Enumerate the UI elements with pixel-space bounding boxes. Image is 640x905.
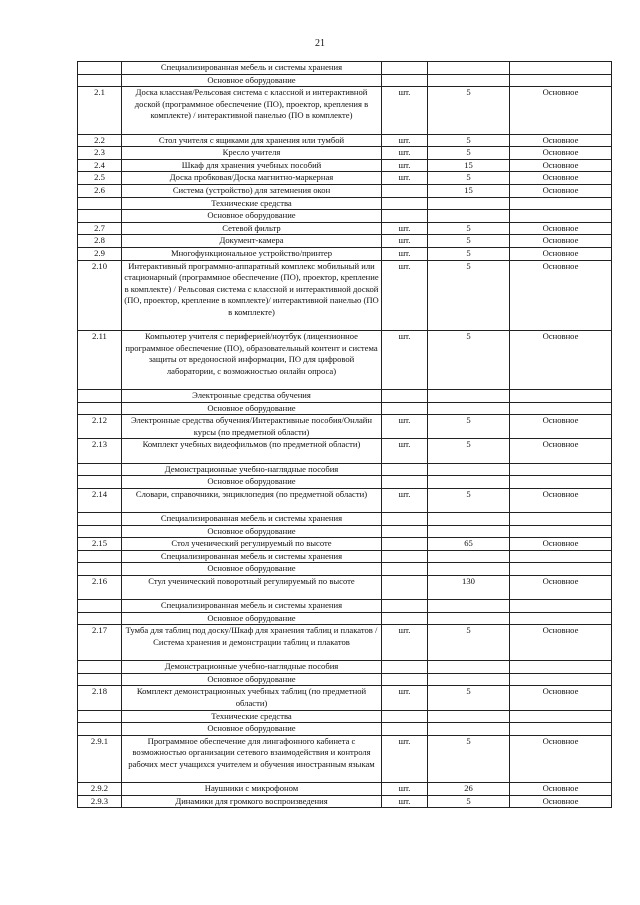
unit-cell: шт. — [382, 783, 428, 796]
section-type-cell — [510, 476, 612, 489]
row-number: 2.1 — [78, 87, 122, 134]
row-number: 2.10 — [78, 260, 122, 331]
section-unit-cell — [382, 710, 428, 723]
item-name: Тумба для таблиц под доску/Шкаф для хранения таблиц и плакатов / Система хранения и демонстрации таблиц и плакатов — [122, 625, 382, 661]
type-cell: Основное — [510, 147, 612, 160]
unit-cell: шт. — [382, 415, 428, 439]
section-qty-cell — [428, 513, 510, 526]
row-number: 2.15 — [78, 538, 122, 551]
row-number: 2.11 — [78, 331, 122, 390]
section-row — [78, 600, 612, 613]
section-qty-cell — [428, 612, 510, 625]
section-type-cell — [510, 673, 612, 686]
section-title: Основное оборудование — [122, 402, 382, 415]
section-row — [78, 402, 612, 415]
section-num-cell — [78, 612, 122, 625]
table-row — [78, 235, 612, 248]
section-num-cell — [78, 197, 122, 210]
unit-cell: шт. — [382, 247, 428, 260]
quantity-cell: 5 — [428, 488, 510, 512]
type-cell: Основное — [510, 235, 612, 248]
quantity-cell: 26 — [428, 783, 510, 796]
quantity-cell: 5 — [428, 147, 510, 160]
quantity-cell: 5 — [428, 625, 510, 661]
section-qty-cell — [428, 723, 510, 736]
item-name: Наушники с микрофоном — [122, 783, 382, 796]
section-num-cell — [78, 476, 122, 489]
table-row — [78, 159, 612, 172]
item-name: Система (устройство) для затемнения окон — [122, 184, 382, 197]
unit-cell: шт. — [382, 87, 428, 134]
row-number: 2.3 — [78, 147, 122, 160]
table-row — [78, 184, 612, 197]
row-number: 2.5 — [78, 172, 122, 185]
unit-cell: шт. — [382, 625, 428, 661]
section-qty-cell — [428, 600, 510, 613]
section-row — [78, 723, 612, 736]
table-row — [78, 538, 612, 551]
section-row — [78, 463, 612, 476]
item-name: Стул ученический поворотный регулируемый по высоте — [122, 576, 382, 600]
section-unit-cell — [382, 513, 428, 526]
table-row — [78, 488, 612, 512]
section-title: Демонстрационные учебно-наглядные пособия — [122, 463, 382, 476]
section-num-cell — [78, 723, 122, 736]
item-name: Многофункциональное устройство/принтер — [122, 247, 382, 260]
item-name: Комплект учебных видеофильмов (по предметной области) — [122, 439, 382, 463]
section-type-cell — [510, 402, 612, 415]
section-type-cell — [510, 525, 612, 538]
row-number: 2.8 — [78, 235, 122, 248]
type-cell: Основное — [510, 331, 612, 390]
row-number: 2.9.3 — [78, 795, 122, 808]
type-cell: Основное — [510, 87, 612, 134]
item-name: Стол ученический регулируемый по высоте — [122, 538, 382, 551]
section-unit-cell — [382, 612, 428, 625]
section-unit-cell — [382, 661, 428, 674]
quantity-cell: 5 — [428, 686, 510, 710]
row-number: 2.6 — [78, 184, 122, 197]
section-row — [78, 661, 612, 674]
section-title: Технические средства — [122, 197, 382, 210]
item-name: Доска классная/Рельсовая система с классной и интерактивной доской (программное обеспечение (ПО), проектор, крепления в комплекте) / интерактивной панелью (ПО в комплекте) — [122, 87, 382, 134]
table-row — [78, 415, 612, 439]
section-qty-cell — [428, 210, 510, 223]
type-cell: Основное — [510, 247, 612, 260]
quantity-cell: 5 — [428, 134, 510, 147]
quantity-cell: 15 — [428, 184, 510, 197]
section-qty-cell — [428, 710, 510, 723]
table-row — [78, 439, 612, 463]
section-type-cell — [510, 197, 612, 210]
unit-cell: шт. — [382, 147, 428, 160]
unit-cell: шт. — [382, 686, 428, 710]
row-number: 2.16 — [78, 576, 122, 600]
type-cell: Основное — [510, 488, 612, 512]
table-row — [78, 172, 612, 185]
unit-cell: шт. — [382, 222, 428, 235]
section-qty-cell — [428, 62, 510, 75]
section-num-cell — [78, 402, 122, 415]
type-cell: Основное — [510, 172, 612, 185]
section-row — [78, 197, 612, 210]
quantity-cell: 5 — [428, 222, 510, 235]
section-type-cell — [510, 723, 612, 736]
section-num-cell — [78, 390, 122, 403]
quantity-cell: 5 — [428, 331, 510, 390]
section-type-cell — [510, 463, 612, 476]
section-title: Основное оборудование — [122, 563, 382, 576]
page-number: 21 — [315, 38, 325, 49]
row-number: 2.2 — [78, 134, 122, 147]
type-cell: Основное — [510, 260, 612, 331]
section-row — [78, 563, 612, 576]
quantity-cell: 15 — [428, 159, 510, 172]
section-unit-cell — [382, 463, 428, 476]
section-title: Основное оборудование — [122, 723, 382, 736]
table-row — [78, 87, 612, 134]
section-qty-cell — [428, 197, 510, 210]
type-cell: Основное — [510, 222, 612, 235]
section-title: Основное оборудование — [122, 525, 382, 538]
section-type-cell — [510, 661, 612, 674]
quantity-cell: 5 — [428, 172, 510, 185]
table-row — [78, 222, 612, 235]
unit-cell — [382, 184, 428, 197]
type-cell: Основное — [510, 538, 612, 551]
section-num-cell — [78, 525, 122, 538]
quantity-cell: 5 — [428, 439, 510, 463]
section-unit-cell — [382, 525, 428, 538]
item-name: Интерактивный программно-аппаратный комплекс мобильный или стационарный (программное обеспечение (ПО), проектор, крепление в комплекте) / Рельсовая система с классной и интерактивной доской (ПО, проектор, крепление в комплекте)/ интерактивной панелью (ПО в комплекте) — [122, 260, 382, 331]
section-unit-cell — [382, 390, 428, 403]
table-row — [78, 795, 612, 808]
section-unit-cell — [382, 74, 428, 87]
type-cell: Основное — [510, 735, 612, 782]
table-row — [78, 735, 612, 782]
section-type-cell — [510, 513, 612, 526]
section-row — [78, 673, 612, 686]
quantity-cell: 5 — [428, 235, 510, 248]
table-row — [78, 247, 612, 260]
section-num-cell — [78, 563, 122, 576]
quantity-cell: 5 — [428, 735, 510, 782]
table-row — [78, 625, 612, 661]
section-unit-cell — [382, 210, 428, 223]
row-number: 2.4 — [78, 159, 122, 172]
section-row — [78, 710, 612, 723]
table-row — [78, 147, 612, 160]
unit-cell — [382, 576, 428, 600]
item-name: Доска пробковая/Доска магнитно-маркерная — [122, 172, 382, 185]
section-type-cell — [510, 210, 612, 223]
item-name: Кресло учителя — [122, 147, 382, 160]
type-cell: Основное — [510, 625, 612, 661]
section-num-cell — [78, 74, 122, 87]
section-unit-cell — [382, 197, 428, 210]
table-row — [78, 134, 612, 147]
section-qty-cell — [428, 550, 510, 563]
section-unit-cell — [382, 550, 428, 563]
table-row — [78, 331, 612, 390]
row-number: 2.9.2 — [78, 783, 122, 796]
quantity-cell: 5 — [428, 260, 510, 331]
row-number: 2.13 — [78, 439, 122, 463]
section-title: Специализированная мебель и системы хранения — [122, 513, 382, 526]
item-name: Программное обеспечение для лингафонного кабинета с возможностью организации сетевого взаимодействия и контроля рабочих мест учащихся учителем и обучения иностранным языкам — [122, 735, 382, 782]
item-name: Комплект демонстрационных учебных таблиц (по предметной области) — [122, 686, 382, 710]
section-num-cell — [78, 673, 122, 686]
item-name: Стол учителя с ящиками для хранения или тумбой — [122, 134, 382, 147]
section-num-cell — [78, 62, 122, 75]
type-cell: Основное — [510, 184, 612, 197]
section-title: Основное оборудование — [122, 74, 382, 87]
quantity-cell: 5 — [428, 87, 510, 134]
section-num-cell — [78, 710, 122, 723]
type-cell: Основное — [510, 159, 612, 172]
quantity-cell: 5 — [428, 795, 510, 808]
section-type-cell — [510, 563, 612, 576]
section-qty-cell — [428, 563, 510, 576]
unit-cell: шт. — [382, 260, 428, 331]
section-unit-cell — [382, 62, 428, 75]
item-name: Документ-камера — [122, 235, 382, 248]
section-unit-cell — [382, 723, 428, 736]
section-qty-cell — [428, 525, 510, 538]
type-cell: Основное — [510, 439, 612, 463]
section-unit-cell — [382, 563, 428, 576]
section-title: Специализированная мебель и системы хранения — [122, 62, 382, 75]
section-title: Основное оборудование — [122, 673, 382, 686]
type-cell: Основное — [510, 134, 612, 147]
section-num-cell — [78, 513, 122, 526]
section-unit-cell — [382, 600, 428, 613]
unit-cell: шт. — [382, 735, 428, 782]
row-number: 2.17 — [78, 625, 122, 661]
section-num-cell — [78, 550, 122, 563]
section-type-cell — [510, 550, 612, 563]
quantity-cell: 5 — [428, 247, 510, 260]
unit-cell: шт. — [382, 159, 428, 172]
unit-cell: шт. — [382, 488, 428, 512]
section-row — [78, 210, 612, 223]
table-row — [78, 783, 612, 796]
item-name: Словари, справочники, энциклопедия (по предметной области) — [122, 488, 382, 512]
section-title: Основное оборудование — [122, 612, 382, 625]
section-qty-cell — [428, 661, 510, 674]
section-row — [78, 612, 612, 625]
row-number: 2.12 — [78, 415, 122, 439]
section-qty-cell — [428, 476, 510, 489]
section-num-cell — [78, 463, 122, 476]
section-qty-cell — [428, 463, 510, 476]
section-row — [78, 74, 612, 87]
type-cell: Основное — [510, 686, 612, 710]
unit-cell: шт. — [382, 439, 428, 463]
section-row — [78, 513, 612, 526]
section-unit-cell — [382, 673, 428, 686]
unit-cell: шт. — [382, 331, 428, 390]
section-type-cell — [510, 710, 612, 723]
section-qty-cell — [428, 673, 510, 686]
row-number: 2.14 — [78, 488, 122, 512]
quantity-cell: 130 — [428, 576, 510, 600]
section-type-cell — [510, 390, 612, 403]
section-title: Основное оборудование — [122, 210, 382, 223]
section-title: Демонстрационные учебно-наглядные пособия — [122, 661, 382, 674]
quantity-cell: 5 — [428, 415, 510, 439]
unit-cell: шт. — [382, 795, 428, 808]
section-type-cell — [510, 62, 612, 75]
item-name: Электронные средства обучения/Интерактивные пособия/Онлайн курсы (по предметной области) — [122, 415, 382, 439]
section-row — [78, 550, 612, 563]
row-number: 2.7 — [78, 222, 122, 235]
table-row — [78, 260, 612, 331]
type-cell: Основное — [510, 795, 612, 808]
equipment-table — [77, 61, 612, 808]
table-row — [78, 686, 612, 710]
table-row — [78, 576, 612, 600]
type-cell: Основное — [510, 415, 612, 439]
section-type-cell — [510, 612, 612, 625]
section-row — [78, 525, 612, 538]
quantity-cell: 65 — [428, 538, 510, 551]
section-unit-cell — [382, 402, 428, 415]
section-type-cell — [510, 74, 612, 87]
item-name: Сетевой фильтр — [122, 222, 382, 235]
section-title: Технические средства — [122, 710, 382, 723]
section-row — [78, 476, 612, 489]
section-title: Специализированная мебель и системы хранения — [122, 600, 382, 613]
section-row — [78, 62, 612, 75]
row-number: 2.9.1 — [78, 735, 122, 782]
section-num-cell — [78, 210, 122, 223]
row-number: 2.18 — [78, 686, 122, 710]
section-title: Специализированная мебель и системы хранения — [122, 550, 382, 563]
section-unit-cell — [382, 476, 428, 489]
section-num-cell — [78, 661, 122, 674]
section-type-cell — [510, 600, 612, 613]
unit-cell: шт. — [382, 235, 428, 248]
section-title: Электронные средства обучения — [122, 390, 382, 403]
item-name: Шкаф для хранения учебных пособий — [122, 159, 382, 172]
section-qty-cell — [428, 390, 510, 403]
section-num-cell — [78, 600, 122, 613]
item-name: Динамики для громкого воспроизведения — [122, 795, 382, 808]
type-cell: Основное — [510, 783, 612, 796]
type-cell: Основное — [510, 576, 612, 600]
section-qty-cell — [428, 402, 510, 415]
unit-cell: шт. — [382, 134, 428, 147]
item-name: Компьютер учителя с периферией/ноутбук (лицензионное программное обеспечение (ПО), образовательный контент и система защиты от вредоносной информации, ПО для цифровой лаборатории, с возможностью онлайн опроса) — [122, 331, 382, 390]
section-title: Основное оборудование — [122, 476, 382, 489]
section-qty-cell — [428, 74, 510, 87]
unit-cell — [382, 538, 428, 551]
row-number: 2.9 — [78, 247, 122, 260]
unit-cell: шт. — [382, 172, 428, 185]
section-row — [78, 390, 612, 403]
